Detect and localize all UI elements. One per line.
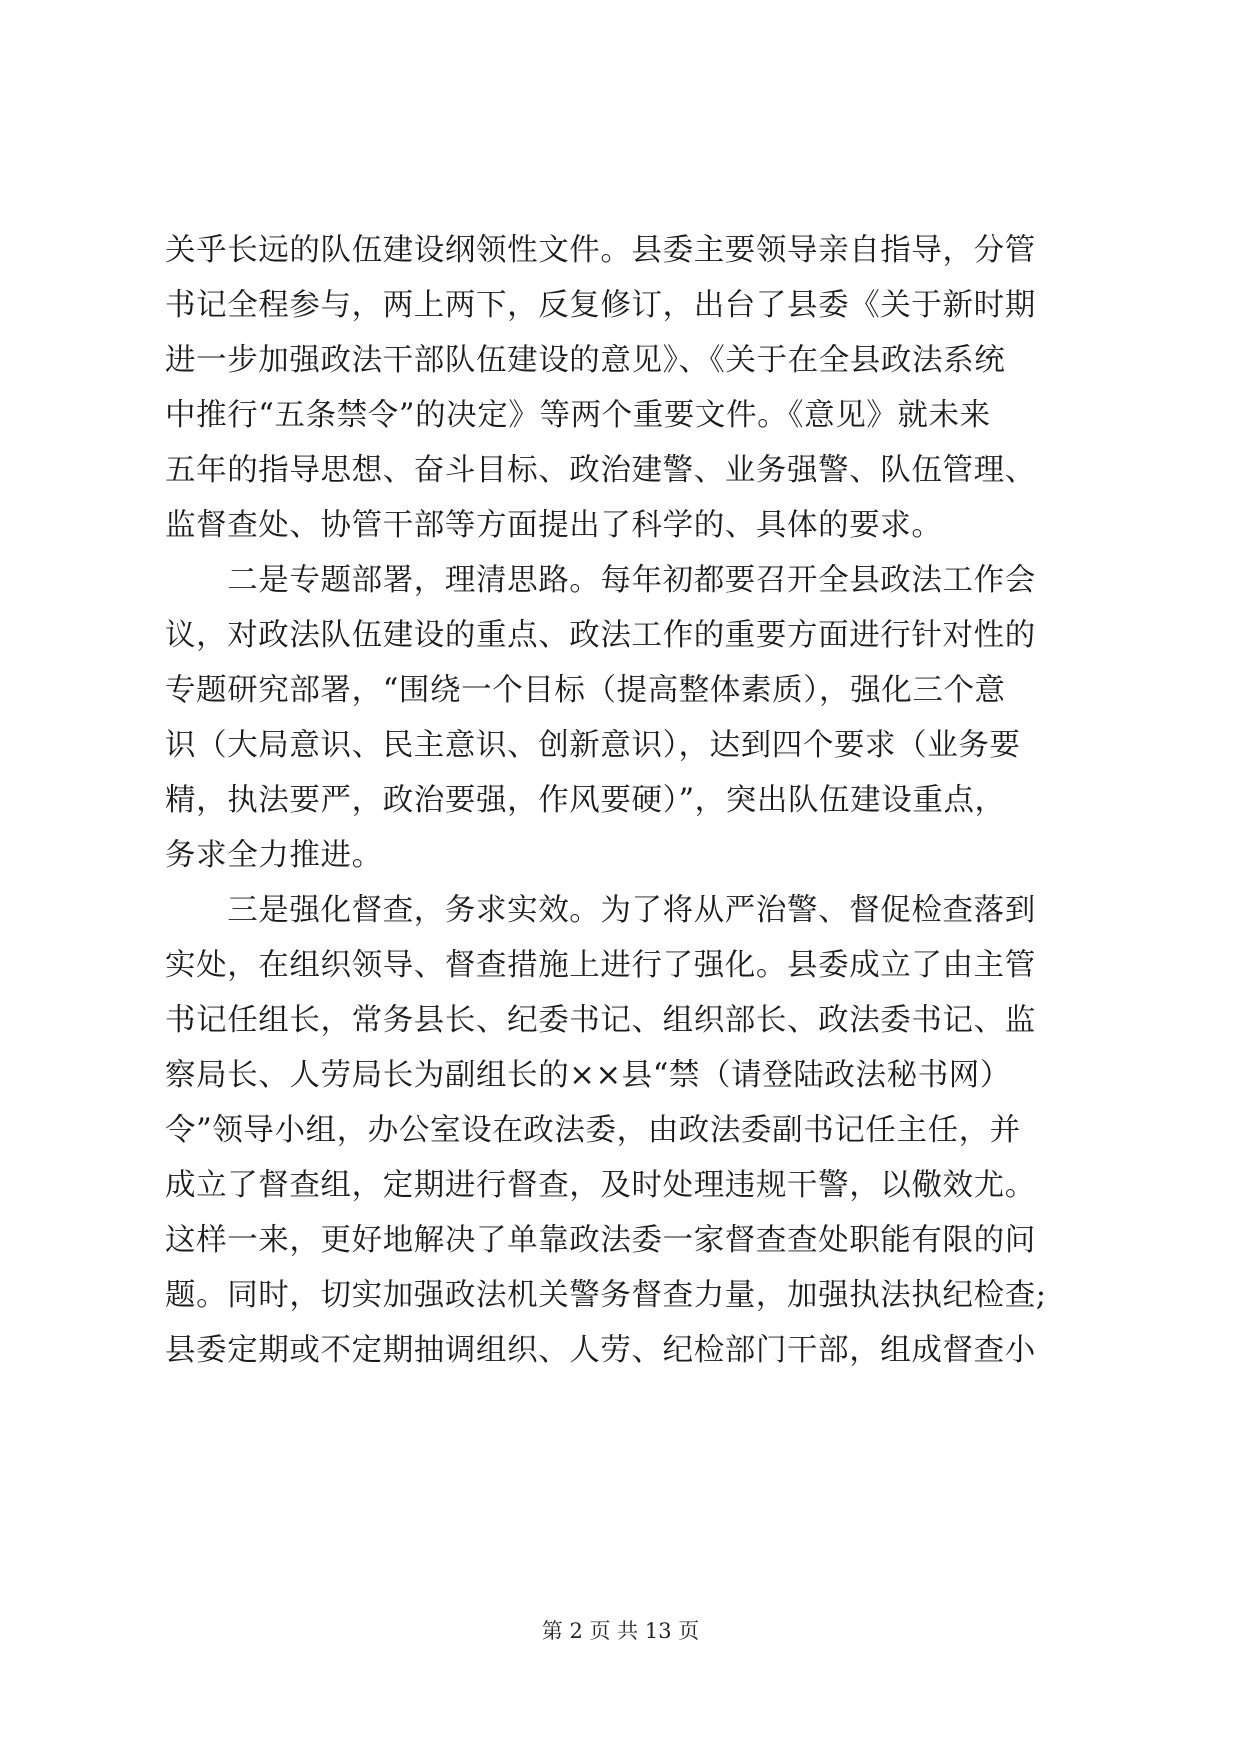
text-line: 书记全程参与，两上两下，反复修订，出台了县委《关于新时期 <box>165 288 1036 323</box>
text-line: 这样一来，更好地解决了单靠政法委一家督查查处职能有限的问 <box>165 1223 1036 1258</box>
text-line: 三是强化督查，务求实效。为了将从严治警、督促检查落到 <box>165 893 1036 928</box>
text-line: 进一步加强政法干部队伍建设的意见》、《关于在全县政法系统 <box>165 343 1006 378</box>
text-line: 县委定期或不定期抽调组织、人劳、纪检部门干部，组成督查小 <box>165 1333 1036 1368</box>
text-line: 题。同时，切实加强政法机关警务督查力量，加强执法执纪检查; <box>165 1278 1047 1313</box>
text-line: 监督查处、协管干部等方面提出了科学的、具体的要求。 <box>165 508 943 543</box>
page-number-footer: 第 2 页 共 13 页 <box>541 1619 700 1643</box>
text-line: 议，对政法队伍建设的重点、政法工作的重要方面进行针对性的 <box>165 618 1036 653</box>
text-line: 成立了督查组，定期进行督查，及时处理违规干警，以儆效尤。 <box>165 1168 1036 1203</box>
text-line: 书记任组长，常务县长、纪委书记、组织部长、政法委书记、监 <box>165 1003 1036 1038</box>
text-line: 令”领导小组，办公室设在政法委，由政法委副书记任主任，并 <box>165 1113 1021 1148</box>
text-line: 精，执法要严，政治要强，作风要硬）”，突出队伍建设重点， <box>165 783 1006 818</box>
text-line: 专题研究部署，“围绕一个目标（提高整体素质），强化三个意 <box>165 673 1006 708</box>
text-line: 务求全力推进。 <box>165 838 383 873</box>
text-line: 实处，在组织领导、督查措施上进行了强化。县委成立了由主管 <box>165 948 1036 983</box>
text-line: 五年的指导思想、奋斗目标、政治建警、业务强警、队伍管理、 <box>165 453 1036 488</box>
text-line: 察局长、人劳局长为副组长的××县“禁（请登陆政法秘书网） <box>165 1058 1012 1093</box>
text-line: 中推行“五条禁令”的决定》等两个重要文件。《意见》就未来 <box>165 398 991 433</box>
text-line: 关乎长远的队伍建设纲领性文件。县委主要领导亲自指导，分管 <box>165 233 1036 268</box>
text-line: 二是专题部署，理清思路。每年初都要召开全县政法工作会 <box>165 563 1036 598</box>
text-line: 识（大局意识、民主意识、创新意识），达到四个要求（业务要 <box>165 728 1021 763</box>
